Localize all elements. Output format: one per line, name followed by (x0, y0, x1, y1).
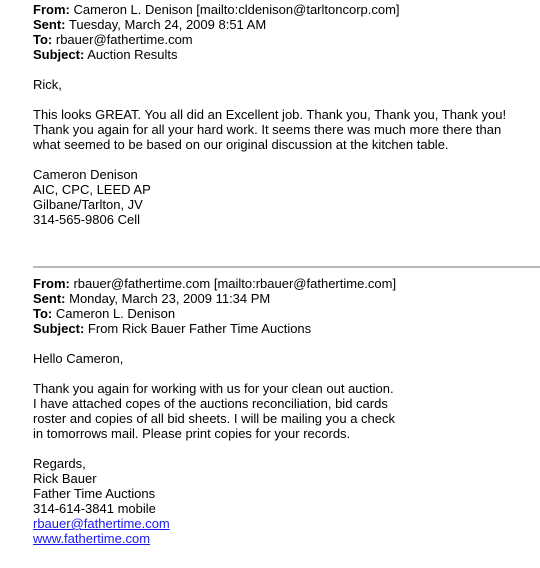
closing: Regards, (33, 456, 86, 471)
subject-label: Subject: (33, 47, 85, 62)
website-link[interactable]: www.fathertime.com (33, 531, 151, 546)
body-line: what seemed to be based on our original discussion at the kitchen table. (33, 137, 449, 152)
body-line: in tomorrows mail. Please print copies for your records. (33, 426, 351, 441)
spacer (33, 92, 534, 107)
spacer (33, 152, 534, 167)
signature-name: Cameron Denison (33, 167, 138, 182)
spacer (33, 441, 534, 456)
subject-value: From Rick Bauer Father Time Auctions (87, 321, 312, 336)
to-value: Cameron L. Denison (55, 306, 176, 321)
spacer (33, 62, 534, 77)
from-value: Cameron L. Denison [mailto:cldenison@tarltoncorp.com] (73, 2, 400, 17)
spacer (33, 336, 534, 351)
from-value: rbauer@fathertime.com [mailto:rbauer@fathertime.com] (73, 276, 397, 291)
sent-value: Tuesday, March 24, 2009 8:51 AM (68, 17, 267, 32)
email-message-reply (33, 2, 534, 227)
header-to (33, 32, 534, 47)
sent-label: Sent: (33, 17, 66, 32)
header-from (33, 276, 534, 291)
body-line: Thank you again for working with us for your clean out auction. (33, 381, 394, 396)
greeting: Rick, (33, 77, 62, 92)
email-link[interactable]: rbauer@fathertime.com (33, 516, 170, 531)
header-subject (33, 321, 534, 336)
subject-value: Auction Results (87, 47, 178, 62)
signature-phone: 314-614-3841 mobile (33, 501, 156, 516)
to-value: rbauer@fathertime.com (55, 32, 193, 47)
sent-label: Sent: (33, 291, 66, 306)
header-subject (33, 47, 534, 62)
to-label: To: (33, 32, 53, 47)
signature-credentials: AIC, CPC, LEED AP (33, 182, 151, 197)
from-label: From: (33, 276, 70, 291)
body-line: roster and copies of all bid sheets. I will be mailing you a check (33, 411, 396, 426)
body-line: I have attached copes of the auctions reconciliation, bid cards (33, 396, 388, 411)
signature-company: Father Time Auctions (33, 486, 156, 501)
greeting: Hello Cameron, (33, 351, 124, 366)
to-label: To: (33, 306, 53, 321)
body-line: This looks GREAT. You all did an Excellent job. Thank you, Thank you, Thank you! (33, 107, 507, 122)
sent-value: Monday, March 23, 2009 11:34 PM (69, 291, 271, 306)
signature-company: Gilbane/Tarlton, JV (33, 197, 143, 212)
message-divider (33, 266, 540, 268)
signature-email-line (33, 516, 534, 531)
from-label: From: (33, 2, 70, 17)
email-message-original (33, 276, 534, 546)
spacer (33, 366, 534, 381)
signature-name: Rick Bauer (33, 471, 97, 486)
header-sent (33, 17, 534, 32)
header-sent (33, 291, 534, 306)
signature-phone: 314-565-9806 Cell (33, 212, 140, 227)
signature-web-line (33, 531, 534, 546)
header-to (33, 306, 534, 321)
header-from (33, 2, 534, 17)
body-line: Thank you again for all your hard work. It seems there was much more there than (33, 122, 502, 137)
subject-label: Subject: (33, 321, 85, 336)
